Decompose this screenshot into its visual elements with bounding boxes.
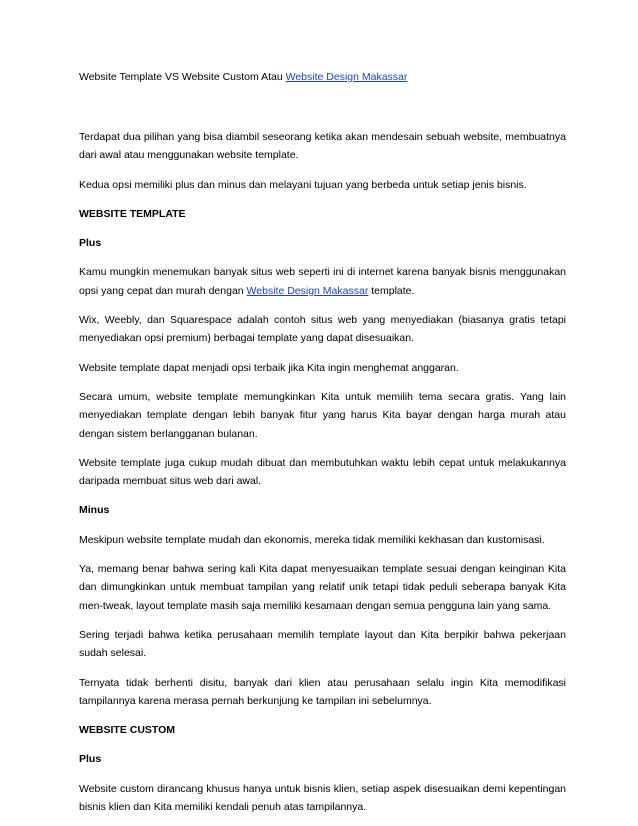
paragraph-template-sites-text-1: Kamu mungkin menemukan banyak situs web seperti ini di internet karena banyak bisnis menggunakan opsi yang cepat dan murah dengan (79, 266, 566, 297)
paragraph-template-sites (79, 263, 566, 300)
heading-website-custom: WEBSITE CUSTOM (79, 724, 176, 737)
paragraph-custom-design: Website custom dirancang khusus hanya untuk bisnis klien, setiap aspek disesuaikan demi kepentingan bisnis klien dan Kita memiliki kendali penuh atas tampilannya. (79, 782, 566, 814)
inline-link-website-design[interactable]: Website Design Makassar (246, 284, 369, 297)
paragraph-template-sites-text-2: template. (368, 284, 415, 297)
heading-plus-template: Plus (79, 237, 102, 250)
heading-website-template: WEBSITE TEMPLATE (79, 207, 186, 220)
heading-minus: Minus (79, 504, 110, 517)
paragraph-options: Kedua opsi memiliki plus dan minus dan melayani tujuan yang berbeda untuk setiap jenis bisnis. (79, 178, 527, 191)
heading-plus-custom: Plus (79, 753, 102, 766)
paragraph-intro: Terdapat dua pilihan yang bisa diambil seseorang ketika akan mendesain sebuah website, membuatnya dari awal atau menggunakan website template. (79, 131, 566, 162)
paragraph-easy: Website template juga cukup mudah dibuat dan membutuhkan waktu lebih cepat untuk melakukannya daripada membuat situs web dari awal. (79, 456, 566, 488)
title-link[interactable]: Website Design Makassar (285, 71, 408, 83)
paragraph-finished: Sering terjadi bahwa ketika perusahaan memilih template layout dan Kita berpikir bahwa pekerjaan sudah selesai. (79, 628, 566, 660)
document-title (79, 70, 566, 85)
paragraph-uniqueness: Meskipun website template mudah dan ekonomis, mereka tidak memiliki kekhasan dan kustomisasi. (79, 533, 545, 546)
paragraph-modify: Ternyata tidak berhenti disitu, banyak dari klien atau perusahaan selalu ingin Kita memodifikasi tampilannya karena merasa pernah berkunjung ke tampilan ini sebelumnya. (79, 676, 566, 707)
paragraph-themes: Secara umum, website template memungkinkan Kita untuk memilih tema secara gratis. Yang lain menyediakan template dengan lebih banyak fitur yang harus Kita bayar dengan harga murah atau dengan sistem berlangganan bulanan. (79, 390, 566, 440)
paragraph-budget: Website template dapat menjadi opsi terbaik jika Kita ingin menghemat anggaran. (79, 361, 459, 374)
paragraph-customize: Ya, memang benar bahwa sering kali Kita dapat menyesuaikan template sesuai dengan keinginan Kita dan dimungkinkan untuk membuat tampilan yang relatif unik tetapi tidak peduli seberapa banyak Kita men-tweak, layout template masih saja memiliki kesamaan dengan semua pengguna lain yang sama. (79, 563, 566, 612)
paragraph-examples: Wix, Weebly, dan Squarespace adalah contoh situs web yang menyediakan (biasanya gratis tetapi menyediakan opsi premium) berbagai template yang dapat disesuaikan. (79, 314, 566, 345)
title-text: Website Template VS Website Custom Atau (79, 71, 286, 83)
